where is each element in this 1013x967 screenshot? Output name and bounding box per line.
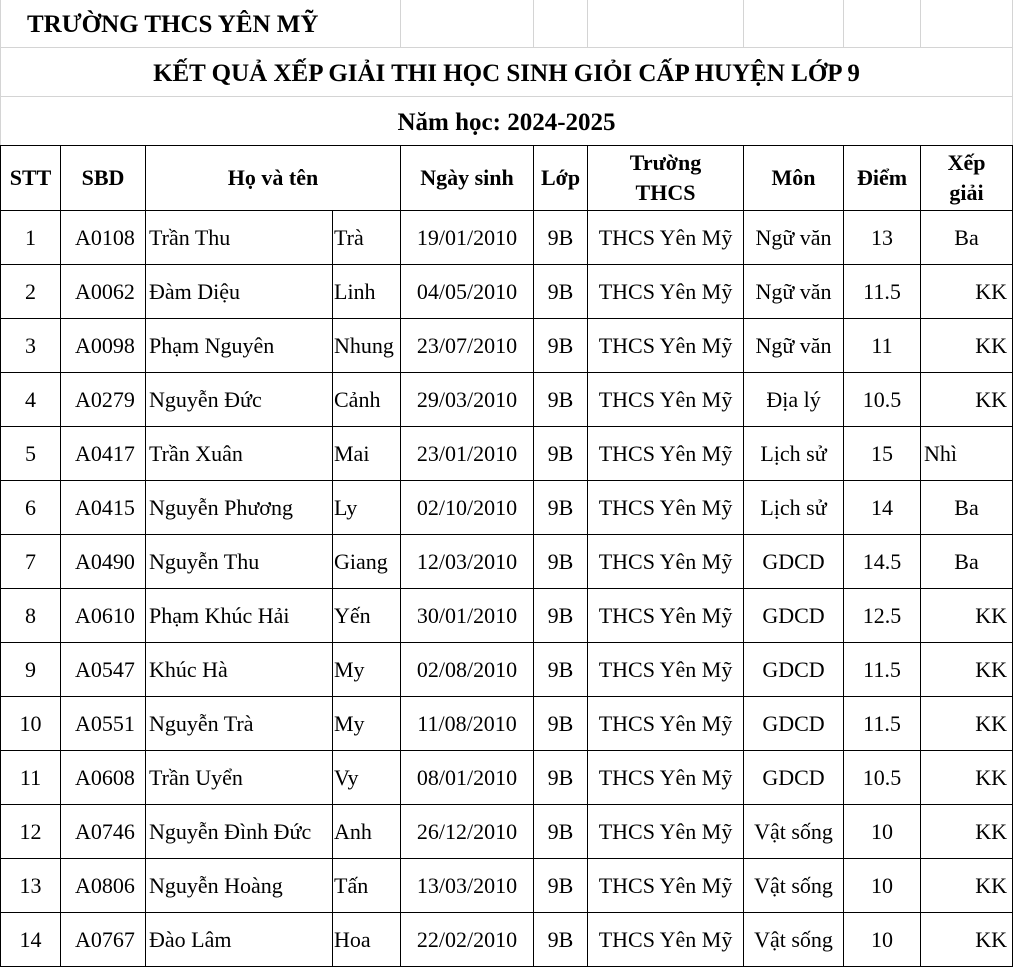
cell-subject: Vật sống — [744, 913, 844, 967]
cell-subject: GDCD — [744, 643, 844, 697]
cell-stt: 11 — [1, 751, 61, 805]
cell-first-name: Ly — [333, 481, 401, 535]
cell-class: 9B — [534, 643, 588, 697]
cell-dob: 22/02/2010 — [401, 913, 534, 967]
cell-dob: 11/08/2010 — [401, 697, 534, 751]
cell-sbd: A0746 — [61, 805, 146, 859]
col-header-score: Điểm — [844, 146, 921, 211]
cell-sbd: A0551 — [61, 697, 146, 751]
table-row — [1, 211, 1013, 265]
cell-stt: 5 — [1, 427, 61, 481]
cell-award: Ba — [921, 535, 1013, 589]
cell-subject: Lịch sử — [744, 481, 844, 535]
cell-award: KK — [921, 373, 1013, 427]
cell-score: 10.5 — [844, 751, 921, 805]
col-header-dob: Ngày sinh — [401, 146, 534, 211]
col-header-class: Lớp — [534, 146, 588, 211]
cell-dob: 08/01/2010 — [401, 751, 534, 805]
cell-award: KK — [921, 643, 1013, 697]
cell-last-name: Nguyễn Trà — [146, 697, 333, 751]
cell-award: KK — [921, 319, 1013, 373]
cell-score: 15 — [844, 427, 921, 481]
cell-last-name: Nguyễn Hoàng — [146, 859, 333, 913]
cell-subject: Ngữ văn — [744, 265, 844, 319]
col-header-school-line2: THCS — [635, 180, 696, 205]
cell-class: 9B — [534, 427, 588, 481]
cell-sbd: A0098 — [61, 319, 146, 373]
cell-class: 9B — [534, 751, 588, 805]
cell-dob: 12/03/2010 — [401, 535, 534, 589]
cell-award: KK — [921, 697, 1013, 751]
gridline — [843, 0, 844, 47]
cell-class: 9B — [534, 535, 588, 589]
col-header-name: Họ và tên — [146, 146, 401, 211]
gridline — [587, 0, 588, 47]
table-row — [1, 913, 1013, 967]
cell-award: KK — [921, 859, 1013, 913]
cell-score: 11 — [844, 319, 921, 373]
cell-award: KK — [921, 913, 1013, 967]
cell-sbd: A0490 — [61, 535, 146, 589]
cell-sbd: A0610 — [61, 589, 146, 643]
cell-class: 9B — [534, 859, 588, 913]
cell-sbd: A0415 — [61, 481, 146, 535]
cell-stt: 4 — [1, 373, 61, 427]
cell-first-name: Vy — [333, 751, 401, 805]
cell-score: 11.5 — [844, 697, 921, 751]
cell-subject: Lịch sử — [744, 427, 844, 481]
table-row — [1, 643, 1013, 697]
cell-subject: GDCD — [744, 535, 844, 589]
report-title-text: KẾT QUẢ XẾP GIẢI THI HỌC SINH GIỎI CẤP HUYỆN LỚP 9 — [147, 60, 866, 87]
cell-subject: Địa lý — [744, 373, 844, 427]
cell-school: THCS Yên Mỹ — [588, 373, 744, 427]
cell-score: 12.5 — [844, 589, 921, 643]
cell-class: 9B — [534, 589, 588, 643]
col-header-sbd: SBD — [61, 146, 146, 211]
cell-dob: 04/05/2010 — [401, 265, 534, 319]
table-row — [1, 697, 1013, 751]
col-header-subject: Môn — [744, 146, 844, 211]
cell-stt: 1 — [1, 211, 61, 265]
gridline — [0, 47, 1013, 48]
cell-last-name: Nguyễn Đình Đức — [146, 805, 333, 859]
cell-school: THCS Yên Mỹ — [588, 697, 744, 751]
cell-first-name: Linh — [333, 265, 401, 319]
gridline — [533, 0, 534, 47]
gridline — [0, 96, 1013, 97]
cell-subject: GDCD — [744, 751, 844, 805]
cell-stt: 7 — [1, 535, 61, 589]
cell-first-name: Mai — [333, 427, 401, 481]
cell-class: 9B — [534, 265, 588, 319]
cell-award: Ba — [921, 211, 1013, 265]
table-row — [1, 805, 1013, 859]
cell-stt: 2 — [1, 265, 61, 319]
cell-stt: 13 — [1, 859, 61, 913]
cell-score: 14.5 — [844, 535, 921, 589]
cell-first-name: Trà — [333, 211, 401, 265]
cell-stt: 14 — [1, 913, 61, 967]
cell-sbd: A0806 — [61, 859, 146, 913]
cell-award: Nhì — [921, 427, 1013, 481]
cell-last-name: Trần Uyển — [146, 751, 333, 805]
cell-first-name: My — [333, 643, 401, 697]
cell-dob: 13/03/2010 — [401, 859, 534, 913]
cell-first-name: Cảnh — [333, 373, 401, 427]
table-body — [1, 211, 1013, 967]
cell-first-name: My — [333, 697, 401, 751]
cell-sbd: A0417 — [61, 427, 146, 481]
cell-sbd: A0767 — [61, 913, 146, 967]
table-row — [1, 427, 1013, 481]
cell-sbd: A0062 — [61, 265, 146, 319]
cell-sbd: A0547 — [61, 643, 146, 697]
col-header-school-line1: Trường — [629, 150, 702, 175]
cell-award: KK — [921, 265, 1013, 319]
cell-school: THCS Yên Mỹ — [588, 319, 744, 373]
cell-score: 10.5 — [844, 373, 921, 427]
cell-first-name: Giang — [333, 535, 401, 589]
cell-stt: 6 — [1, 481, 61, 535]
cell-last-name: Đào Lâm — [146, 913, 333, 967]
cell-first-name: Hoa — [333, 913, 401, 967]
cell-dob: 26/12/2010 — [401, 805, 534, 859]
cell-last-name: Khúc Hà — [146, 643, 333, 697]
cell-last-name: Phạm Nguyên — [146, 319, 333, 373]
cell-school: THCS Yên Mỹ — [588, 211, 744, 265]
cell-school: THCS Yên Mỹ — [588, 859, 744, 913]
cell-dob: 02/10/2010 — [401, 481, 534, 535]
cell-class: 9B — [534, 913, 588, 967]
table-row — [1, 373, 1013, 427]
cell-last-name: Nguyễn Đức — [146, 373, 333, 427]
cell-last-name: Trần Xuân — [146, 427, 333, 481]
table-row — [1, 535, 1013, 589]
cell-class: 9B — [534, 697, 588, 751]
cell-stt: 9 — [1, 643, 61, 697]
report-title — [0, 54, 1013, 94]
cell-sbd: A0608 — [61, 751, 146, 805]
cell-score: 11.5 — [844, 643, 921, 697]
cell-class: 9B — [534, 211, 588, 265]
cell-subject: Ngữ văn — [744, 211, 844, 265]
cell-school: THCS Yên Mỹ — [588, 427, 744, 481]
results-table — [0, 145, 1013, 967]
cell-first-name: Nhung — [333, 319, 401, 373]
cell-school: THCS Yên Mỹ — [588, 265, 744, 319]
cell-stt: 12 — [1, 805, 61, 859]
cell-score: 10 — [844, 913, 921, 967]
table-row — [1, 859, 1013, 913]
cell-subject: Ngữ văn — [744, 319, 844, 373]
school-year-text: Năm học: 2024-2025 — [391, 109, 621, 136]
cell-sbd: A0108 — [61, 211, 146, 265]
table-row — [1, 265, 1013, 319]
col-header-award — [921, 146, 1013, 211]
cell-school: THCS Yên Mỹ — [588, 643, 744, 697]
gridline — [743, 0, 744, 47]
school-year — [0, 103, 1013, 143]
cell-dob: 30/01/2010 — [401, 589, 534, 643]
cell-subject: Vật sống — [744, 805, 844, 859]
cell-school: THCS Yên Mỹ — [588, 913, 744, 967]
table-header-row — [1, 146, 1013, 211]
cell-last-name: Nguyễn Phương — [146, 481, 333, 535]
cell-award: KK — [921, 589, 1013, 643]
cell-stt: 10 — [1, 697, 61, 751]
school-heading: TRƯỜNG THCS YÊN MỸ — [27, 6, 324, 44]
cell-score: 13 — [844, 211, 921, 265]
cell-stt: 8 — [1, 589, 61, 643]
cell-dob: 23/01/2010 — [401, 427, 534, 481]
gridline — [920, 0, 921, 47]
table-row — [1, 589, 1013, 643]
cell-last-name: Đàm Diệu — [146, 265, 333, 319]
col-header-award-line1: Xếp — [947, 150, 986, 175]
cell-score: 11.5 — [844, 265, 921, 319]
cell-dob: 19/01/2010 — [401, 211, 534, 265]
cell-class: 9B — [534, 805, 588, 859]
cell-award: KK — [921, 805, 1013, 859]
cell-subject: Vật sống — [744, 859, 844, 913]
cell-school: THCS Yên Mỹ — [588, 481, 744, 535]
cell-score: 10 — [844, 805, 921, 859]
col-header-stt: STT — [1, 146, 61, 211]
gridline — [400, 0, 401, 47]
table-row — [1, 481, 1013, 535]
table-row — [1, 319, 1013, 373]
cell-class: 9B — [534, 481, 588, 535]
cell-school: THCS Yên Mỹ — [588, 535, 744, 589]
cell-dob: 02/08/2010 — [401, 643, 534, 697]
cell-class: 9B — [534, 319, 588, 373]
cell-dob: 23/07/2010 — [401, 319, 534, 373]
col-header-award-line2: giải — [949, 180, 984, 205]
table-row — [1, 751, 1013, 805]
cell-first-name: Anh — [333, 805, 401, 859]
cell-stt: 3 — [1, 319, 61, 373]
cell-last-name: Nguyễn Thu — [146, 535, 333, 589]
cell-award: KK — [921, 751, 1013, 805]
cell-dob: 29/03/2010 — [401, 373, 534, 427]
col-header-school — [588, 146, 744, 211]
cell-school: THCS Yên Mỹ — [588, 751, 744, 805]
cell-last-name: Trần Thu — [146, 211, 333, 265]
cell-award: Ba — [921, 481, 1013, 535]
cell-subject: GDCD — [744, 697, 844, 751]
cell-class: 9B — [534, 373, 588, 427]
cell-sbd: A0279 — [61, 373, 146, 427]
cell-school: THCS Yên Mỹ — [588, 589, 744, 643]
cell-last-name: Phạm Khúc Hải — [146, 589, 333, 643]
cell-score: 10 — [844, 859, 921, 913]
cell-first-name: Tấn — [333, 859, 401, 913]
cell-school: THCS Yên Mỹ — [588, 805, 744, 859]
cell-subject: GDCD — [744, 589, 844, 643]
cell-score: 14 — [844, 481, 921, 535]
cell-first-name: Yến — [333, 589, 401, 643]
